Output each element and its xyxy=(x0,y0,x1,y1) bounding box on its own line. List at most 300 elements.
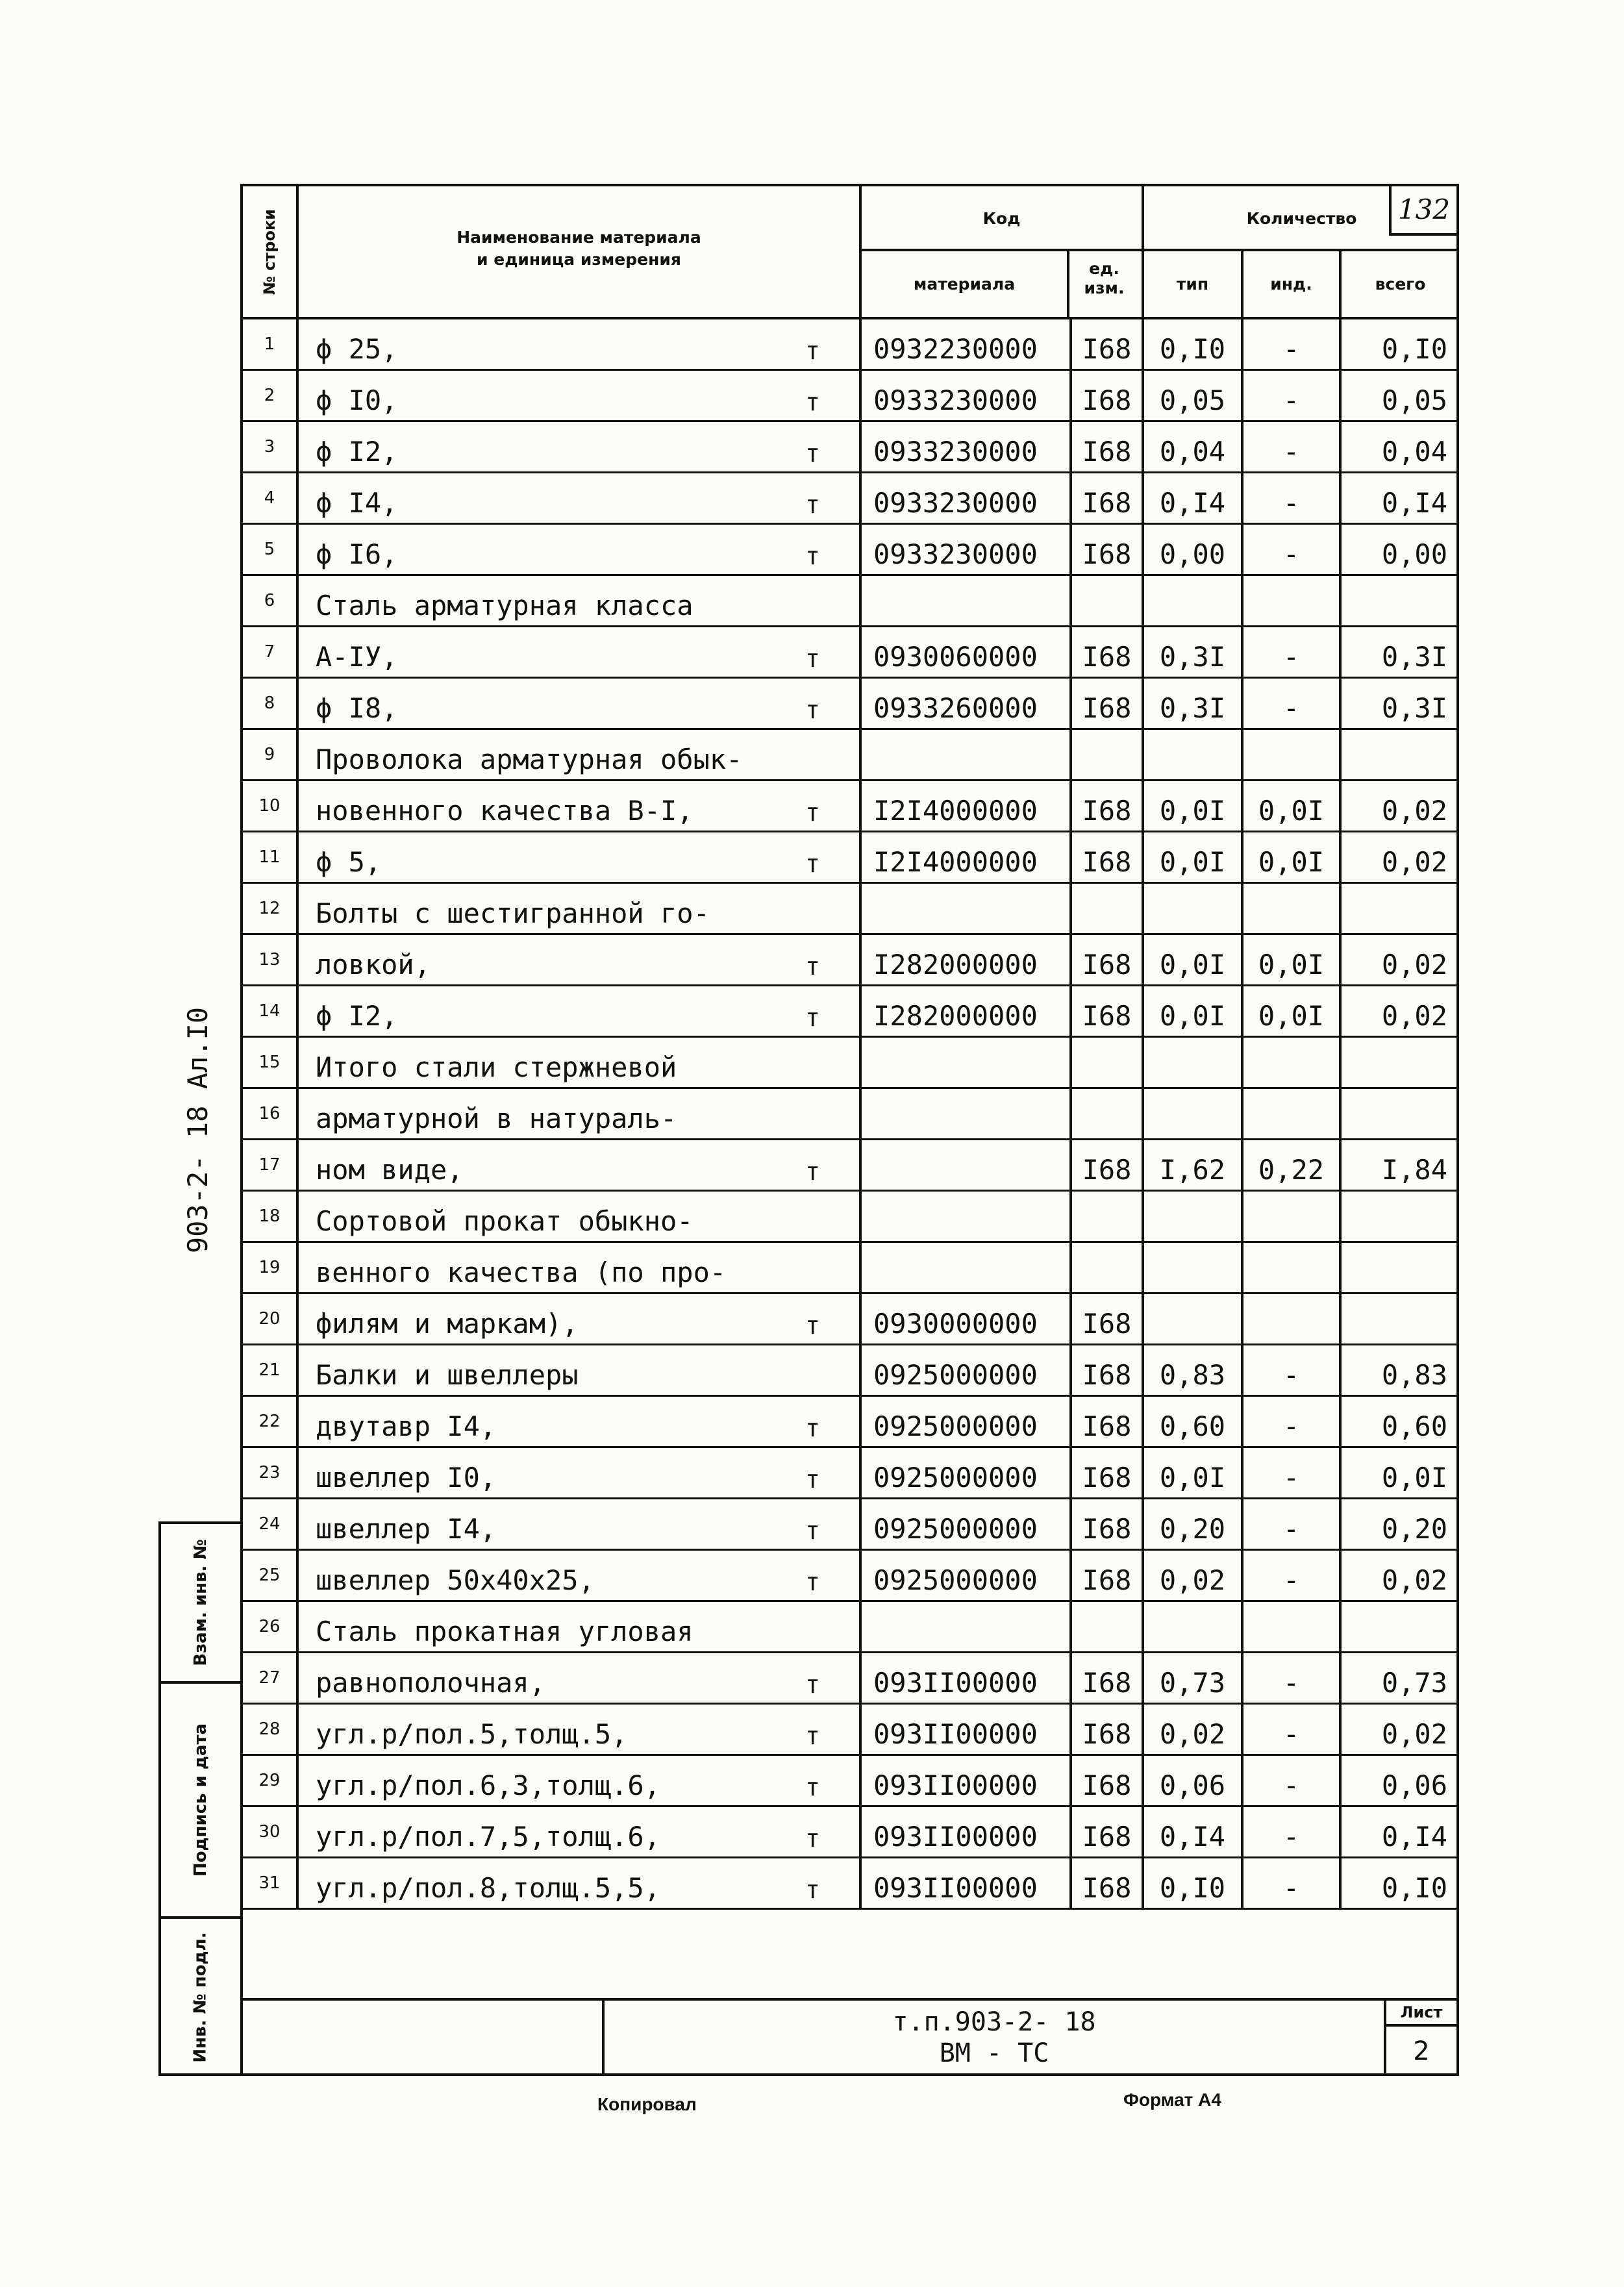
unit-code: I68 xyxy=(1072,1345,1144,1395)
table-row xyxy=(243,832,1456,884)
qty-type: I,62 xyxy=(1144,1140,1243,1190)
qty-type: 0,0I xyxy=(1144,832,1243,882)
unit-code xyxy=(1072,1602,1144,1651)
row-number: 13 xyxy=(243,935,299,984)
header-name: Наименование материала и единица измерения xyxy=(299,186,862,317)
material-name-text: ϕ 5, xyxy=(316,846,382,878)
unit-code xyxy=(1072,1243,1144,1292)
qty-ind: - xyxy=(1243,1858,1342,1908)
unit-code: I68 xyxy=(1072,1807,1144,1856)
unit-mark: т xyxy=(805,1465,820,1493)
unit-code xyxy=(1072,730,1144,779)
unit-code: I68 xyxy=(1072,1705,1144,1754)
table-row xyxy=(243,1705,1456,1756)
qty-type: 0,04 xyxy=(1144,422,1243,471)
header-qty-type: тип xyxy=(1144,251,1243,317)
unit-code: I68 xyxy=(1072,1499,1144,1549)
unit-mark: т xyxy=(805,1157,820,1186)
table-row xyxy=(243,1602,1456,1653)
unit-mark: т xyxy=(805,336,820,365)
qty-ind: - xyxy=(1243,1705,1342,1754)
qty-type: 0,02 xyxy=(1144,1705,1243,1754)
qty-type: 0,I0 xyxy=(1144,319,1243,369)
unit-code xyxy=(1072,1192,1144,1241)
qty-total xyxy=(1342,1243,1459,1292)
qty-ind: - xyxy=(1243,1653,1342,1703)
table-row xyxy=(243,1294,1456,1345)
qty-ind: - xyxy=(1243,679,1342,728)
material-name-text: Балки и швеллеры xyxy=(316,1359,579,1391)
title-block xyxy=(243,1998,1456,2076)
sheet-number: 2 xyxy=(1413,2036,1430,2066)
qty-type xyxy=(1144,730,1243,779)
unit-mark: т xyxy=(805,695,820,724)
qty-type: 0,73 xyxy=(1144,1653,1243,1703)
stamp-podpis: Подпись и дата xyxy=(161,1684,240,1919)
material-code: 0930000000 xyxy=(862,1294,1072,1343)
material-code: 0925000000 xyxy=(862,1448,1072,1497)
row-number: 28 xyxy=(243,1705,299,1754)
table-row xyxy=(243,1192,1456,1243)
material-code xyxy=(862,730,1072,779)
material-name xyxy=(299,627,862,677)
material-name xyxy=(299,576,862,625)
row-number: 24 xyxy=(243,1499,299,1549)
unit-mark: т xyxy=(805,1003,820,1032)
material-code: 0933230000 xyxy=(862,371,1072,420)
material-name xyxy=(299,1243,862,1292)
qty-total xyxy=(1342,1294,1459,1343)
material-name-text: Проволока арматурная обык- xyxy=(316,744,743,775)
material-code: I282000000 xyxy=(862,986,1072,1036)
row-number: 14 xyxy=(243,986,299,1036)
material-name xyxy=(299,781,862,831)
material-name xyxy=(299,1551,862,1600)
qty-total: 0,02 xyxy=(1381,795,1447,827)
qty-type: 0,02 xyxy=(1144,1551,1243,1600)
qty-total: 0,83 xyxy=(1381,1359,1447,1391)
material-name xyxy=(299,371,862,420)
material-name-text: ном виде, xyxy=(316,1154,464,1186)
unit-code: I68 xyxy=(1072,473,1144,523)
row-number: 1 xyxy=(243,319,299,369)
qty-ind xyxy=(1243,884,1342,933)
qty-ind: - xyxy=(1243,1448,1342,1497)
table-row xyxy=(243,1756,1456,1807)
unit-code: I68 xyxy=(1072,319,1144,369)
row-number: 6 xyxy=(243,576,299,625)
qty-ind: - xyxy=(1243,422,1342,471)
material-name xyxy=(299,1705,862,1754)
header-qty-ind: инд. xyxy=(1243,251,1342,317)
unit-mark: т xyxy=(805,439,820,468)
unit-code: I68 xyxy=(1072,1756,1144,1805)
qty-ind xyxy=(1243,1192,1342,1241)
material-name-text: Сталь арматурная класса xyxy=(316,590,693,621)
table-row xyxy=(243,319,1456,371)
material-code: 0930060000 xyxy=(862,627,1072,677)
unit-mark: т xyxy=(805,1721,820,1750)
qty-total: 0,00 xyxy=(1381,538,1447,570)
row-number: 16 xyxy=(243,1089,299,1138)
table-row xyxy=(243,935,1456,986)
qty-type: 0,I0 xyxy=(1144,1858,1243,1908)
qty-ind: - xyxy=(1243,1807,1342,1856)
row-number: 20 xyxy=(243,1294,299,1343)
unit-mark: т xyxy=(805,490,820,519)
material-name-text: ϕ I8, xyxy=(316,692,398,724)
material-name xyxy=(299,1089,862,1138)
unit-code xyxy=(1072,884,1144,933)
qty-type: 0,05 xyxy=(1144,371,1243,420)
qty-total xyxy=(1342,1089,1459,1138)
material-name xyxy=(299,730,862,779)
qty-ind: - xyxy=(1243,1397,1342,1446)
row-number: 23 xyxy=(243,1448,299,1497)
row-number: 19 xyxy=(243,1243,299,1292)
material-name-text: ϕ I2, xyxy=(316,1000,398,1032)
unit-mark: т xyxy=(805,1311,820,1340)
header-row-no: № строки xyxy=(243,186,299,317)
qty-total: 0,02 xyxy=(1381,949,1447,981)
qty-ind: - xyxy=(1243,1756,1342,1805)
qty-total: 0,02 xyxy=(1381,1000,1447,1032)
qty-type: 0,I4 xyxy=(1144,1807,1243,1856)
qty-total: 0,06 xyxy=(1381,1769,1447,1801)
side-document-code: 903-2- 18 Ал.I0 xyxy=(182,1006,214,1253)
material-name-text: ловкой, xyxy=(316,949,431,981)
row-number: 29 xyxy=(243,1756,299,1805)
qty-ind: 0,0I xyxy=(1243,832,1342,882)
unit-code: I68 xyxy=(1072,1653,1144,1703)
qty-ind xyxy=(1243,1243,1342,1292)
table-row xyxy=(243,1140,1456,1192)
material-name-text: швеллер I4, xyxy=(316,1513,497,1545)
material-code xyxy=(862,1038,1072,1087)
row-number: 30 xyxy=(243,1807,299,1856)
material-name-text: новенного качества В-I, xyxy=(316,795,693,827)
table-body xyxy=(243,319,1456,1910)
row-number: 15 xyxy=(243,1038,299,1087)
material-name-text: венного качества (по про- xyxy=(316,1256,727,1288)
material-name-text: ϕ 25, xyxy=(316,333,398,365)
row-number: 8 xyxy=(243,679,299,728)
unit-mark: т xyxy=(805,644,820,673)
material-code: 0925000000 xyxy=(862,1499,1072,1549)
material-name-text: швеллер 50х40х25, xyxy=(316,1564,595,1596)
qty-total: I,84 xyxy=(1381,1154,1447,1186)
table-row xyxy=(243,371,1456,422)
table-row xyxy=(243,1807,1456,1858)
material-code: I2I4000000 xyxy=(862,832,1072,882)
material-name xyxy=(299,1602,862,1651)
material-name-text: двутавр I4, xyxy=(316,1410,497,1442)
unit-code: I68 xyxy=(1072,781,1144,831)
qty-total xyxy=(1342,730,1459,779)
material-code xyxy=(862,1089,1072,1138)
material-name xyxy=(299,1397,862,1446)
unit-code xyxy=(1072,1038,1144,1087)
table-row xyxy=(243,1397,1456,1448)
qty-type: 0,0I xyxy=(1144,1448,1243,1497)
table-row xyxy=(243,627,1456,679)
qty-total xyxy=(1342,1038,1459,1087)
material-code: 0925000000 xyxy=(862,1345,1072,1395)
unit-code: I68 xyxy=(1072,679,1144,728)
material-name-text: Болты с шестигранной го- xyxy=(316,897,710,929)
row-number: 2 xyxy=(243,371,299,420)
material-code xyxy=(862,1192,1072,1241)
unit-code xyxy=(1072,1089,1144,1138)
material-code: 093II00000 xyxy=(862,1858,1072,1908)
unit-mark: т xyxy=(805,1824,820,1853)
material-name xyxy=(299,935,862,984)
material-name xyxy=(299,679,862,728)
material-code: 093II00000 xyxy=(862,1653,1072,1703)
qty-type: 0,83 xyxy=(1144,1345,1243,1395)
material-name-text: угл.р/пол.6,3,толщ.6, xyxy=(316,1769,661,1801)
material-name-text: филям и маркам), xyxy=(316,1308,579,1340)
qty-ind: - xyxy=(1243,319,1342,369)
row-number: 9 xyxy=(243,730,299,779)
doc-code: т.п.903-2- 18 xyxy=(892,2007,1096,2037)
unit-mark: т xyxy=(805,798,820,827)
qty-total: 0,60 xyxy=(1381,1410,1447,1442)
material-name xyxy=(299,1192,862,1241)
material-name xyxy=(299,832,862,882)
qty-type xyxy=(1144,1192,1243,1241)
qty-ind: - xyxy=(1243,371,1342,420)
material-name-text: угл.р/пол.7,5,толщ.6, xyxy=(316,1821,661,1853)
qty-total: 0,I4 xyxy=(1381,487,1447,519)
qty-type: 0,06 xyxy=(1144,1756,1243,1805)
material-name-text: ϕ I0, xyxy=(316,384,398,416)
unit-mark: т xyxy=(805,1568,820,1596)
qty-total: 0,I4 xyxy=(1381,1821,1447,1853)
qty-total: 0,02 xyxy=(1381,1564,1447,1596)
qty-ind: - xyxy=(1243,627,1342,677)
footer-format: Формат А4 xyxy=(1123,2090,1221,2110)
unit-mark: т xyxy=(805,1516,820,1545)
material-name xyxy=(299,1858,862,1908)
material-code: 0925000000 xyxy=(862,1551,1072,1600)
material-code: 0932230000 xyxy=(862,319,1072,369)
material-name xyxy=(299,1653,862,1703)
qty-type xyxy=(1144,1038,1243,1087)
row-number: 18 xyxy=(243,1192,299,1241)
material-name xyxy=(299,1345,862,1395)
table-row xyxy=(243,576,1456,627)
table-row xyxy=(243,679,1456,730)
row-number: 5 xyxy=(243,525,299,574)
qty-type: 0,60 xyxy=(1144,1397,1243,1446)
material-name xyxy=(299,1294,862,1343)
material-code: 093II00000 xyxy=(862,1756,1072,1805)
row-number: 3 xyxy=(243,422,299,471)
material-name-text: швеллер I0, xyxy=(316,1462,497,1493)
row-number: 21 xyxy=(243,1345,299,1395)
row-number: 4 xyxy=(243,473,299,523)
material-name xyxy=(299,1756,862,1805)
unit-mark: т xyxy=(805,388,820,416)
material-name xyxy=(299,1038,862,1087)
material-name xyxy=(299,422,862,471)
row-number: 25 xyxy=(243,1551,299,1600)
table-row xyxy=(243,884,1456,935)
qty-type: 0,20 xyxy=(1144,1499,1243,1549)
table-row xyxy=(243,525,1456,576)
material-code xyxy=(862,884,1072,933)
qty-total: 0,02 xyxy=(1381,846,1447,878)
unit-code: I68 xyxy=(1072,1858,1144,1908)
qty-total: 0,3I xyxy=(1381,692,1447,724)
qty-total xyxy=(1342,576,1459,625)
qty-ind: - xyxy=(1243,525,1342,574)
unit-code xyxy=(1072,576,1144,625)
qty-total xyxy=(1342,884,1459,933)
qty-ind: - xyxy=(1243,473,1342,523)
unit-code: I68 xyxy=(1072,422,1144,471)
qty-total: 0,04 xyxy=(1381,436,1447,468)
qty-ind xyxy=(1243,1602,1342,1651)
qty-ind xyxy=(1243,576,1342,625)
material-name xyxy=(299,986,862,1036)
qty-type: 0,I4 xyxy=(1144,473,1243,523)
table-row xyxy=(243,1038,1456,1089)
material-name xyxy=(299,473,862,523)
table-row xyxy=(243,1551,1456,1602)
qty-ind xyxy=(1243,1089,1342,1138)
material-name xyxy=(299,1499,862,1549)
material-code: 0933230000 xyxy=(862,422,1072,471)
table-row xyxy=(243,1858,1456,1910)
row-number: 7 xyxy=(243,627,299,677)
unit-mark: т xyxy=(805,1875,820,1904)
qty-type xyxy=(1144,1089,1243,1138)
qty-type xyxy=(1144,1243,1243,1292)
header-quantity-title: Количество xyxy=(1144,186,1459,251)
qty-ind: - xyxy=(1243,1345,1342,1395)
table-row xyxy=(243,730,1456,781)
qty-total: 0,20 xyxy=(1381,1513,1447,1545)
header-qty-total: всего xyxy=(1375,275,1426,294)
qty-total: 0,05 xyxy=(1381,384,1447,416)
material-name xyxy=(299,1807,862,1856)
material-name-text: арматурной в натураль- xyxy=(316,1103,677,1134)
header-code-title: Код xyxy=(862,186,1142,251)
stamp-inv: Инв. № подл. xyxy=(191,1932,210,2063)
sheet-number-box xyxy=(1386,2001,1456,2076)
table-row xyxy=(243,1448,1456,1499)
row-number: 12 xyxy=(243,884,299,933)
material-name-text: ϕ I2, xyxy=(316,436,398,468)
qty-total: 0,02 xyxy=(1381,1718,1447,1750)
qty-type xyxy=(1144,884,1243,933)
material-code: 0933230000 xyxy=(862,525,1072,574)
qty-total xyxy=(1342,1602,1459,1651)
material-code xyxy=(862,1602,1072,1651)
qty-total xyxy=(1342,1192,1459,1241)
unit-code: I68 xyxy=(1072,525,1144,574)
row-number: 26 xyxy=(243,1602,299,1651)
material-name-text: Итого стали стержневой xyxy=(316,1051,677,1083)
material-name xyxy=(299,319,862,369)
row-number: 11 xyxy=(243,832,299,882)
row-number: 27 xyxy=(243,1653,299,1703)
material-name xyxy=(299,884,862,933)
unit-mark: т xyxy=(805,1414,820,1442)
qty-total: 0,73 xyxy=(1381,1667,1447,1699)
header-code-unit: ед. изм. xyxy=(1084,259,1125,297)
material-name-text: А-IУ, xyxy=(316,641,398,673)
table-header xyxy=(243,186,1456,319)
material-code: 0925000000 xyxy=(862,1397,1072,1446)
margin-stamp xyxy=(158,1521,240,2076)
qty-type: 0,0I xyxy=(1144,781,1243,831)
unit-code: I68 xyxy=(1072,1397,1144,1446)
qty-ind: 0,0I xyxy=(1243,986,1342,1036)
row-number: 22 xyxy=(243,1397,299,1446)
unit-code: I68 xyxy=(1072,371,1144,420)
material-code xyxy=(862,576,1072,625)
table-row xyxy=(243,1499,1456,1551)
material-name-text: угл.р/пол.8,толщ.5,5, xyxy=(316,1872,661,1904)
material-code: I2I4000000 xyxy=(862,781,1072,831)
unit-code: I68 xyxy=(1072,1448,1144,1497)
material-code xyxy=(862,1140,1072,1190)
qty-ind xyxy=(1243,1038,1342,1087)
table-row xyxy=(243,986,1456,1038)
header-code-material: материала xyxy=(862,251,1069,317)
unit-code: I68 xyxy=(1072,1140,1144,1190)
qty-type xyxy=(1144,1294,1243,1343)
qty-type: 0,3I xyxy=(1144,679,1243,728)
qty-ind: - xyxy=(1243,1551,1342,1600)
unit-code: I68 xyxy=(1072,832,1144,882)
qty-type xyxy=(1144,1602,1243,1651)
unit-code: I68 xyxy=(1072,1551,1144,1600)
row-number: 31 xyxy=(243,1858,299,1908)
qty-total: 0,I0 xyxy=(1381,333,1447,365)
table-row xyxy=(243,422,1456,473)
table-row xyxy=(243,781,1456,832)
material-name-text: Сталь прокатная угловая xyxy=(316,1616,693,1647)
material-name-text: угл.р/пол.5,толщ.5, xyxy=(316,1718,628,1750)
qty-type: 0,0I xyxy=(1144,935,1243,984)
unit-code: I68 xyxy=(1072,627,1144,677)
unit-mark: т xyxy=(805,952,820,981)
material-name-text: равнополочная, xyxy=(316,1667,546,1699)
material-code: I282000000 xyxy=(862,935,1072,984)
table-row xyxy=(243,1345,1456,1397)
unit-code: I68 xyxy=(1072,935,1144,984)
material-name xyxy=(299,1448,862,1497)
material-code: 0933260000 xyxy=(862,679,1072,728)
footer-copied: Копировал xyxy=(597,2094,697,2114)
specification-sheet xyxy=(240,184,1459,2076)
page-stamp: 132 xyxy=(1389,184,1459,236)
material-code xyxy=(862,1243,1072,1292)
material-name xyxy=(299,1140,862,1190)
table-row xyxy=(243,473,1456,525)
table-row xyxy=(243,1653,1456,1705)
unit-mark: т xyxy=(805,1773,820,1801)
unit-code: I68 xyxy=(1072,986,1144,1036)
material-name-text: ϕ I6, xyxy=(316,538,398,570)
unit-mark: т xyxy=(805,1670,820,1699)
qty-ind xyxy=(1243,1294,1342,1343)
doc-sub: ВМ - ТС xyxy=(939,2038,1049,2068)
